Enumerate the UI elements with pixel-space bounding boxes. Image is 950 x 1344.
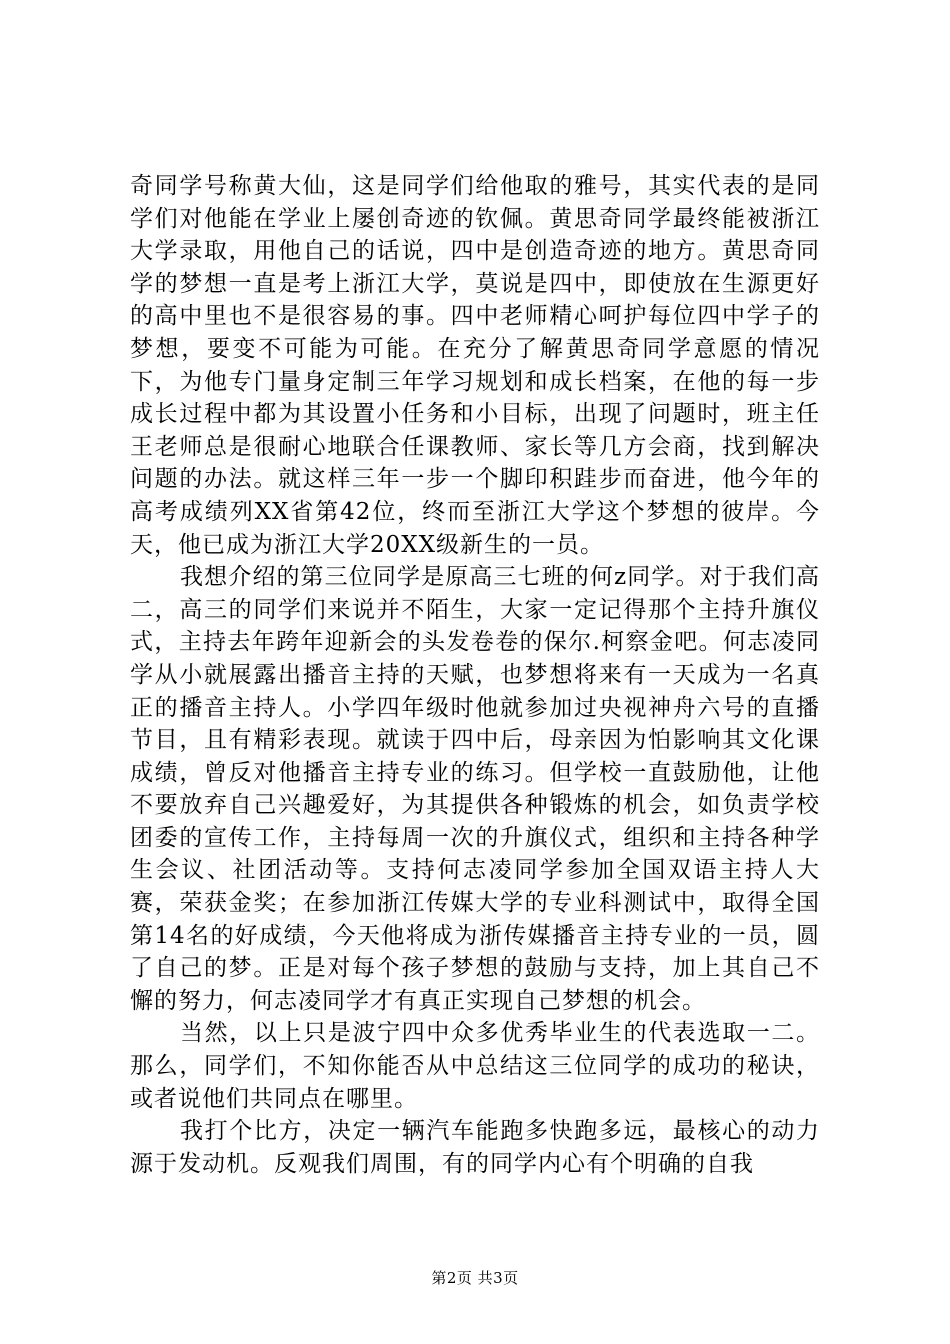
document-body: [130, 170, 820, 1180]
page-footer: 第2页 共3页: [431, 1269, 519, 1287]
paragraph-continuation: 奇同学号称黄大仙，这是同学们给他取的雅号，其实代表的是同学们对他能在学业上屡创奇迹的钦佩。黄思奇同学最终能被浙江大学录取，用他自己的话说，四中是创造奇迹的地方。黄思奇同学的梦想一直是考上浙江大学，莫说是四中，即使放在生源更好的高中里也不是很容易的事。四中老师精心呵护每位四中学子的梦想，要变不可能为可能。在充分了解黄思奇同学意愿的情况下，为他专门量身定制三年学习规划和成长档案，在他的每一步成长过程中都为其设置小任务和小目标，出现了问题时，班主任王老师总是很耐心地联合任课教师、家长等几方会商，找到解决问题的办法。就这样三年一步一个脚印积跬步而奋进，他今年的高考成绩列XX省第42位，终而至浙江大学这个梦想的彼岸。今天，他已成为浙江大学20XX级新生的一员。: [130, 173, 820, 558]
paragraph-third-student: 我想介绍的第三位同学是原高三七班的何z同学。对于我们高二，高三的同学们来说并不陌生，大家一定记得那个主持升旗仪式，主持去年跨年迎新会的头发卷卷的保尔.柯察金吧。何志凌同学从小就展露出播音主持的天赋，也梦想将来有一天成为一名真正的播音主持人。小学四年级时他就参加过央视神舟六号的直播节目，且有精彩表现。就读于四中后，母亲因为怕影响其文化课成绩，曾反对他播音主持专业的练习。但学校一直鼓励他，让他不要放弃自己兴趣爱好，为其提供各种锻炼的机会，如负责学校团委的宣传工作，主持每周一次的升旗仪式，组织和主持各种学生会议、社团活动等。支持何志凌同学参加全国双语主持人大赛，荣获金奖；在参加浙江传媒大学的专业科测试中，取得全国第14名的好成绩，今天他将成为浙传媒播音主持专业的一员，圆了自己的梦。正是对每个孩子梦想的鼓励与支持，加上其自己不懈的努力，何志凌同学才有真正实现自己梦想的机会。: [130, 564, 820, 1014]
paragraph-metaphor: 我打个比方，决定一辆汽车能跑多快跑多远，最核心的动力源于发动机。反观我们周围，有的同学内心有个明确的自我: [130, 1118, 820, 1177]
paragraph-summary: 当然，以上只是波宁四中众多优秀毕业生的代表选取一二。那么，同学们，不知你能否从中总结这三位同学的成功的秘诀，或者说他们共同点在哪里。: [130, 1020, 820, 1112]
